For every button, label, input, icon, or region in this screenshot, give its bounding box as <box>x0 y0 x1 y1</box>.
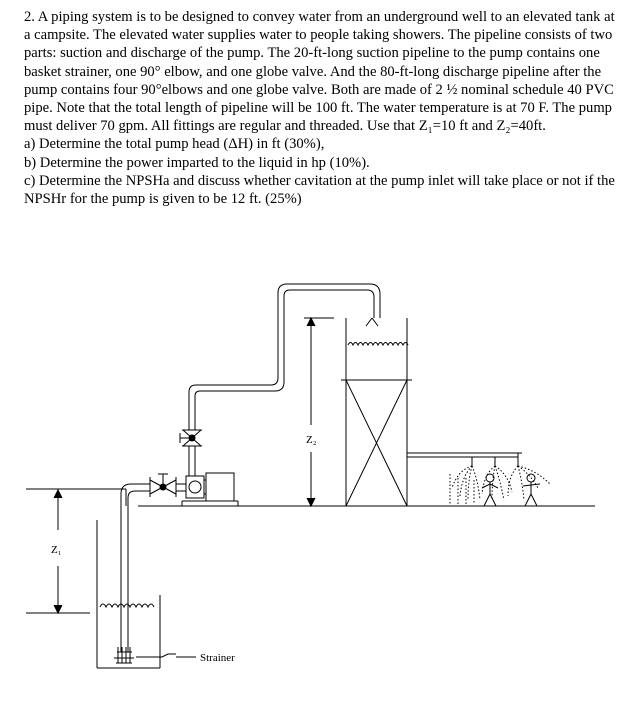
problem-text <box>24 8 624 208</box>
well-water-surface <box>100 604 154 607</box>
problem-statement: 2. A piping system is to be designed to convey water from an underground well to an elevated tank at a campsite. The elevated water supplies water to people taking showers. The pipeline consists of two parts: suction and discharge of the pump. The 20-ft-long suction pipeline to the pump contains one basket strainer, one 90° elbow, and one globe valve. And the 80-ft-long discharge pipeline after the pump contains four 90°elbows and one globe valve. Both are made of 2 ½ nominal schedule 40 PVC pipe. Note that the total length of pipeline will be 100 ft. The water temperature is at 70 F. The pump must deliver 70 gpm. All fittings are regular and threaded. Use that Z₁=10 ft and Z₂=40ft. <box>24 9 615 135</box>
tank-inlet-arrow <box>366 318 378 326</box>
part-c: c) Determine the NPSHa and discuss whether cavitation at the pump inlet will take place or not if the NPSHr for the pump is given to be 12 ft. (25%) <box>24 172 615 208</box>
part-a: a) Determine the total pump head (ΔH) in ft (30%), <box>24 136 325 153</box>
shower-person <box>482 474 498 506</box>
pump <box>182 473 238 506</box>
z2-dimension <box>304 318 334 506</box>
piping-diagram <box>0 255 641 701</box>
strainer-leader <box>136 654 196 657</box>
z2-label: Z₂ <box>306 434 317 446</box>
strainer <box>114 647 134 663</box>
suction-globe-valve <box>150 474 186 497</box>
discharge-globe-valve <box>180 430 202 446</box>
elevated-tank <box>341 318 412 380</box>
suction-pipe <box>121 484 150 652</box>
tank-tower <box>346 380 407 506</box>
z1-dimension <box>26 490 90 613</box>
shower-line <box>407 453 522 466</box>
strainer-label: Strainer <box>200 652 235 664</box>
part-b: b) Determine the power imparted to the liquid in hp (10%). <box>24 154 370 171</box>
z1-label: Z₁ <box>51 544 62 556</box>
